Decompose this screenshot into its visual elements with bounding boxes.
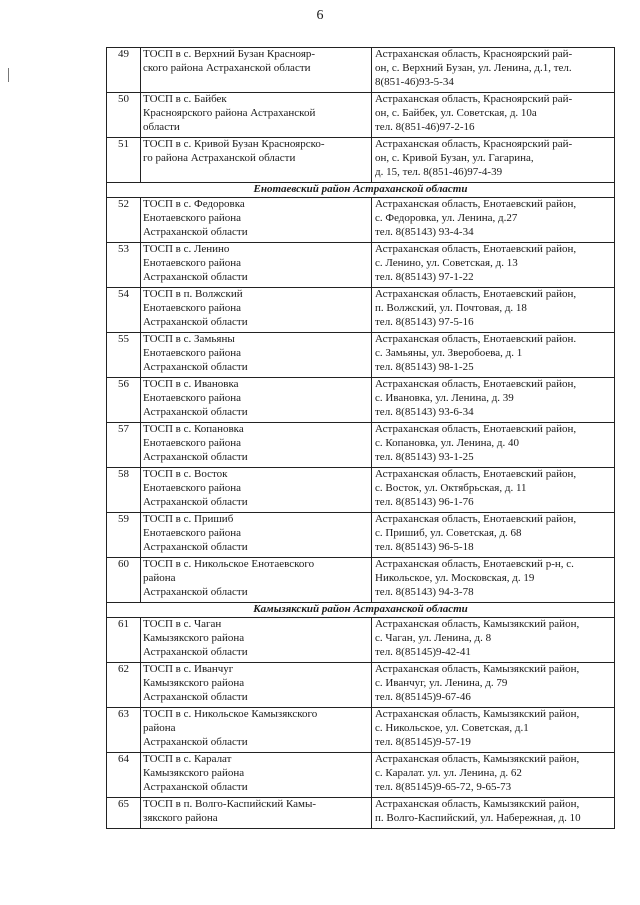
office-name-line: Астраханской области [143, 735, 248, 748]
offices-table-body [107, 48, 615, 829]
office-address-line: тел. 8(85143) 94-3-78 [375, 585, 474, 598]
row-number: 49 [107, 48, 141, 93]
office-name [141, 287, 372, 332]
office-address-line: Астраханская область, Камызякский район, [375, 662, 580, 675]
office-name-line: Астраханской области [143, 495, 248, 508]
office-name-line: зякского района [143, 811, 218, 824]
office-name-line: Астраханской области [143, 450, 248, 463]
table-row [107, 512, 615, 557]
table-row [107, 797, 615, 828]
office-address-line: тел. 8(85143) 96-5-18 [375, 540, 474, 553]
row-number: 55 [107, 332, 141, 377]
office-address [372, 93, 615, 138]
office-name-line: ТОСП в п. Волжский [143, 287, 243, 300]
table-row [107, 662, 615, 707]
office-address-line: тел. 8(85145)9-42-41 [375, 645, 471, 658]
office-address-line: с. Восток, ул. Октябрьская, д. 11 [375, 481, 527, 494]
office-name-line: Астраханской области [143, 540, 248, 553]
office-name [141, 557, 372, 602]
office-address-line: д. 15, тел. 8(851-46)97-4-39 [375, 165, 503, 178]
row-number: 54 [107, 287, 141, 332]
office-address [372, 138, 615, 183]
table-row [107, 93, 615, 138]
office-name-line: Камызякского района [143, 766, 245, 779]
row-number: 56 [107, 377, 141, 422]
office-name [141, 512, 372, 557]
office-address-line: Астраханская область, Енотаевский район. [375, 332, 577, 345]
office-name-line: ТОСП в с. Ленино [143, 242, 230, 255]
office-name-line: ТОСП в с. Замьяны [143, 332, 235, 345]
office-address-line: тел. 8(85143) 96-1-76 [375, 495, 474, 508]
margin-mark [8, 68, 9, 82]
office-address-line: Астраханская область, Енотаевский район, [375, 197, 577, 210]
office-address-line: Астраханская область, Красноярский рай- [375, 48, 573, 60]
table-row [107, 617, 615, 662]
office-name-line: Енотаевского района [143, 211, 241, 224]
office-address [372, 467, 615, 512]
table-row [107, 422, 615, 467]
office-name-line: ТОСП в с. Ивановка [143, 377, 239, 390]
office-address-line: Астраханская область, Енотаевский район, [375, 377, 577, 390]
office-name-line: Енотаевского района [143, 436, 241, 449]
office-name [141, 332, 372, 377]
office-name-line: района [143, 721, 176, 734]
office-address-line: тел. 8(85145)9-57-19 [375, 735, 471, 748]
office-address [372, 512, 615, 557]
office-name-line: ТОСП в п. Волго-Каспийский Камы- [143, 797, 317, 810]
office-address-line: с. Замьяны, ул. Зверобоева, д. 1 [375, 346, 523, 359]
table-row [107, 752, 615, 797]
office-name [141, 377, 372, 422]
row-number: 51 [107, 138, 141, 183]
office-name [141, 93, 372, 138]
office-address-line: с. Ивановка, ул. Ленина, д. 39 [375, 391, 514, 404]
table-row [107, 707, 615, 752]
office-name-line: Астраханской области [143, 780, 248, 793]
office-address-line: тел. 8(85143) 97-5-16 [375, 315, 474, 328]
office-address [372, 617, 615, 662]
office-address-line: Астраханская область, Енотаевский р-н, с. [375, 557, 574, 570]
office-name-line: Астраханской области [143, 690, 248, 703]
office-address-line: с. Ленино, ул. Советская, д. 13 [375, 256, 518, 269]
office-address [372, 707, 615, 752]
office-address-line: с. Чаган, ул. Ленина, д. 8 [375, 631, 492, 644]
office-address [372, 197, 615, 242]
office-name-line: ТОСП в с. Иванчуг [143, 662, 234, 675]
office-name [141, 662, 372, 707]
office-name [141, 422, 372, 467]
office-name-line: Енотаевского района [143, 346, 241, 359]
office-address-line: тел. 8(85143) 93-4-34 [375, 225, 474, 238]
office-name-line: Астраханской области [143, 360, 248, 373]
office-name-line: ского района Астраханской области [143, 61, 311, 74]
office-address [372, 332, 615, 377]
row-number: 52 [107, 197, 141, 242]
office-name [141, 617, 372, 662]
office-name-line: Астраханской области [143, 315, 248, 328]
offices-table [106, 47, 615, 829]
office-name-line: Енотаевского района [143, 481, 241, 494]
office-address-line: Астраханская область, Камызякский район, [375, 752, 580, 765]
row-number: 60 [107, 557, 141, 602]
section-header-row [107, 602, 615, 617]
office-address-line: Астраханская область, Камызякский район, [375, 617, 580, 630]
office-name-line: ТОСП в с. Пришиб [143, 512, 234, 525]
office-address-line: Астраханская область, Енотаевский район, [375, 422, 577, 435]
row-number: 59 [107, 512, 141, 557]
office-address-line: Астраханская область, Камызякский район, [375, 707, 580, 720]
office-address-line: с. Пришиб, ул. Советская, д. 68 [375, 526, 522, 539]
table-row [107, 197, 615, 242]
office-name-line: области [143, 120, 180, 133]
office-address [372, 48, 615, 93]
office-address [372, 557, 615, 602]
office-address-line: Никольское, ул. Московская, д. 19 [375, 571, 535, 584]
office-name [141, 242, 372, 287]
office-address-line: с. Копановка, ул. Ленина, д. 40 [375, 436, 519, 449]
office-address-line: Астраханская область, Камызякский район, [375, 797, 580, 810]
office-name [141, 797, 372, 828]
office-name-line: ТОСП в с. Федоровка [143, 197, 245, 210]
office-name-line: Енотаевского района [143, 301, 241, 314]
office-address-line: Астраханская область, Красноярский рай- [375, 138, 573, 150]
office-address [372, 752, 615, 797]
table-row [107, 138, 615, 183]
office-address [372, 287, 615, 332]
office-address-line: п. Волжский, ул. Почтовая, д. 18 [375, 301, 527, 314]
office-name-line: Астраханской области [143, 585, 248, 598]
office-address-line: с. Никольское, ул. Советская, д.1 [375, 721, 529, 734]
page-number: 6 [316, 8, 324, 23]
office-name-line: Астраханской области [143, 645, 248, 658]
row-number: 63 [107, 707, 141, 752]
office-address-line: п. Волго-Каспийский, ул. Набережная, д. 10 [375, 811, 581, 824]
office-name-line: Енотаевского района [143, 391, 241, 404]
table-row [107, 48, 615, 93]
row-number: 61 [107, 617, 141, 662]
table-row [107, 287, 615, 332]
office-address [372, 242, 615, 287]
office-address-line: он, с. Байбек, ул. Советская, д. 10а [375, 106, 537, 119]
office-name-line: Енотаевского района [143, 526, 241, 539]
table-row [107, 242, 615, 287]
section-title: Енотаевский район Астраханской области [107, 183, 615, 198]
office-address-line: тел. 8(85143) 98-1-25 [375, 360, 474, 373]
office-address [372, 377, 615, 422]
office-address-line: Астраханская область, Красноярский рай- [375, 93, 573, 105]
row-number: 64 [107, 752, 141, 797]
office-name-line: ТОСП в с. Кривой Бузан Красноярско- [143, 138, 325, 150]
office-name-line: ТОСП в с. Байбек [143, 93, 227, 105]
office-address-line: Астраханская область, Енотаевский район, [375, 512, 577, 525]
row-number: 62 [107, 662, 141, 707]
table-row [107, 467, 615, 512]
office-address-line: с. Федоровка, ул. Ленина, д.27 [375, 211, 518, 224]
office-address-line: он, с. Верхний Бузан, ул. Ленина, д.1, тел. [375, 61, 572, 74]
row-number: 65 [107, 797, 141, 828]
office-name [141, 48, 372, 93]
office-name [141, 707, 372, 752]
office-name-line: Астраханской области [143, 270, 248, 283]
office-name-line: Красноярского района Астраханской [143, 106, 316, 119]
office-name-line: района [143, 571, 176, 584]
office-name-line: ТОСП в с. Никольское Енотаевского [143, 557, 315, 570]
office-address [372, 797, 615, 828]
office-address-line: тел. 8(851-46)97-2-16 [375, 120, 475, 133]
row-number: 50 [107, 93, 141, 138]
office-address [372, 662, 615, 707]
office-address-line: тел. 8(85145)9-65-72, 9-65-73 [375, 780, 512, 793]
office-address [372, 422, 615, 467]
table-row [107, 377, 615, 422]
office-address-line: Астраханская область, Енотаевский район, [375, 242, 577, 255]
office-name-line: Енотаевского района [143, 256, 241, 269]
office-name-line: ТОСП в с. Верхний Бузан Краснояр- [143, 48, 316, 60]
office-name-line: Астраханской области [143, 405, 248, 418]
office-name-line: Камызякского района [143, 676, 245, 689]
office-name-line: го района Астраханской области [143, 151, 296, 164]
office-name-line: Астраханской области [143, 225, 248, 238]
row-number: 57 [107, 422, 141, 467]
office-name [141, 197, 372, 242]
office-name [141, 138, 372, 183]
office-address-line: тел. 8(85143) 97-1-22 [375, 270, 474, 283]
office-address-line: тел. 8(85145)9-67-46 [375, 690, 471, 703]
office-address-line: с. Каралат. ул. ул. Ленина, д. 62 [375, 766, 522, 779]
table-row [107, 557, 615, 602]
office-address-line: тел. 8(85143) 93-6-34 [375, 405, 474, 418]
section-title: Камызякский район Астраханской области [107, 602, 615, 617]
office-name-line: ТОСП в с. Никольское Камызякского [143, 707, 318, 720]
office-name-line: ТОСП в с. Восток [143, 467, 228, 480]
office-address-line: с. Иванчуг, ул. Ленина, д. 79 [375, 676, 508, 689]
office-address-line: тел. 8(85143) 93-1-25 [375, 450, 474, 463]
office-name [141, 752, 372, 797]
office-name-line: ТОСП в с. Каралат [143, 752, 232, 765]
section-header-row [107, 183, 615, 198]
office-address-line: Астраханская область, Енотаевский район, [375, 287, 577, 300]
table-row [107, 332, 615, 377]
row-number: 58 [107, 467, 141, 512]
office-name [141, 467, 372, 512]
office-name-line: ТОСП в с. Копановка [143, 422, 244, 435]
row-number: 53 [107, 242, 141, 287]
office-name-line: Камызякского района [143, 631, 245, 644]
office-name-line: ТОСП в с. Чаган [143, 617, 222, 630]
office-address-line: 8(851-46)93-5-34 [375, 75, 454, 88]
office-address-line: он, с. Кривой Бузан, ул. Гагарина, [375, 151, 534, 164]
office-address-line: Астраханская область, Енотаевский район, [375, 467, 577, 480]
